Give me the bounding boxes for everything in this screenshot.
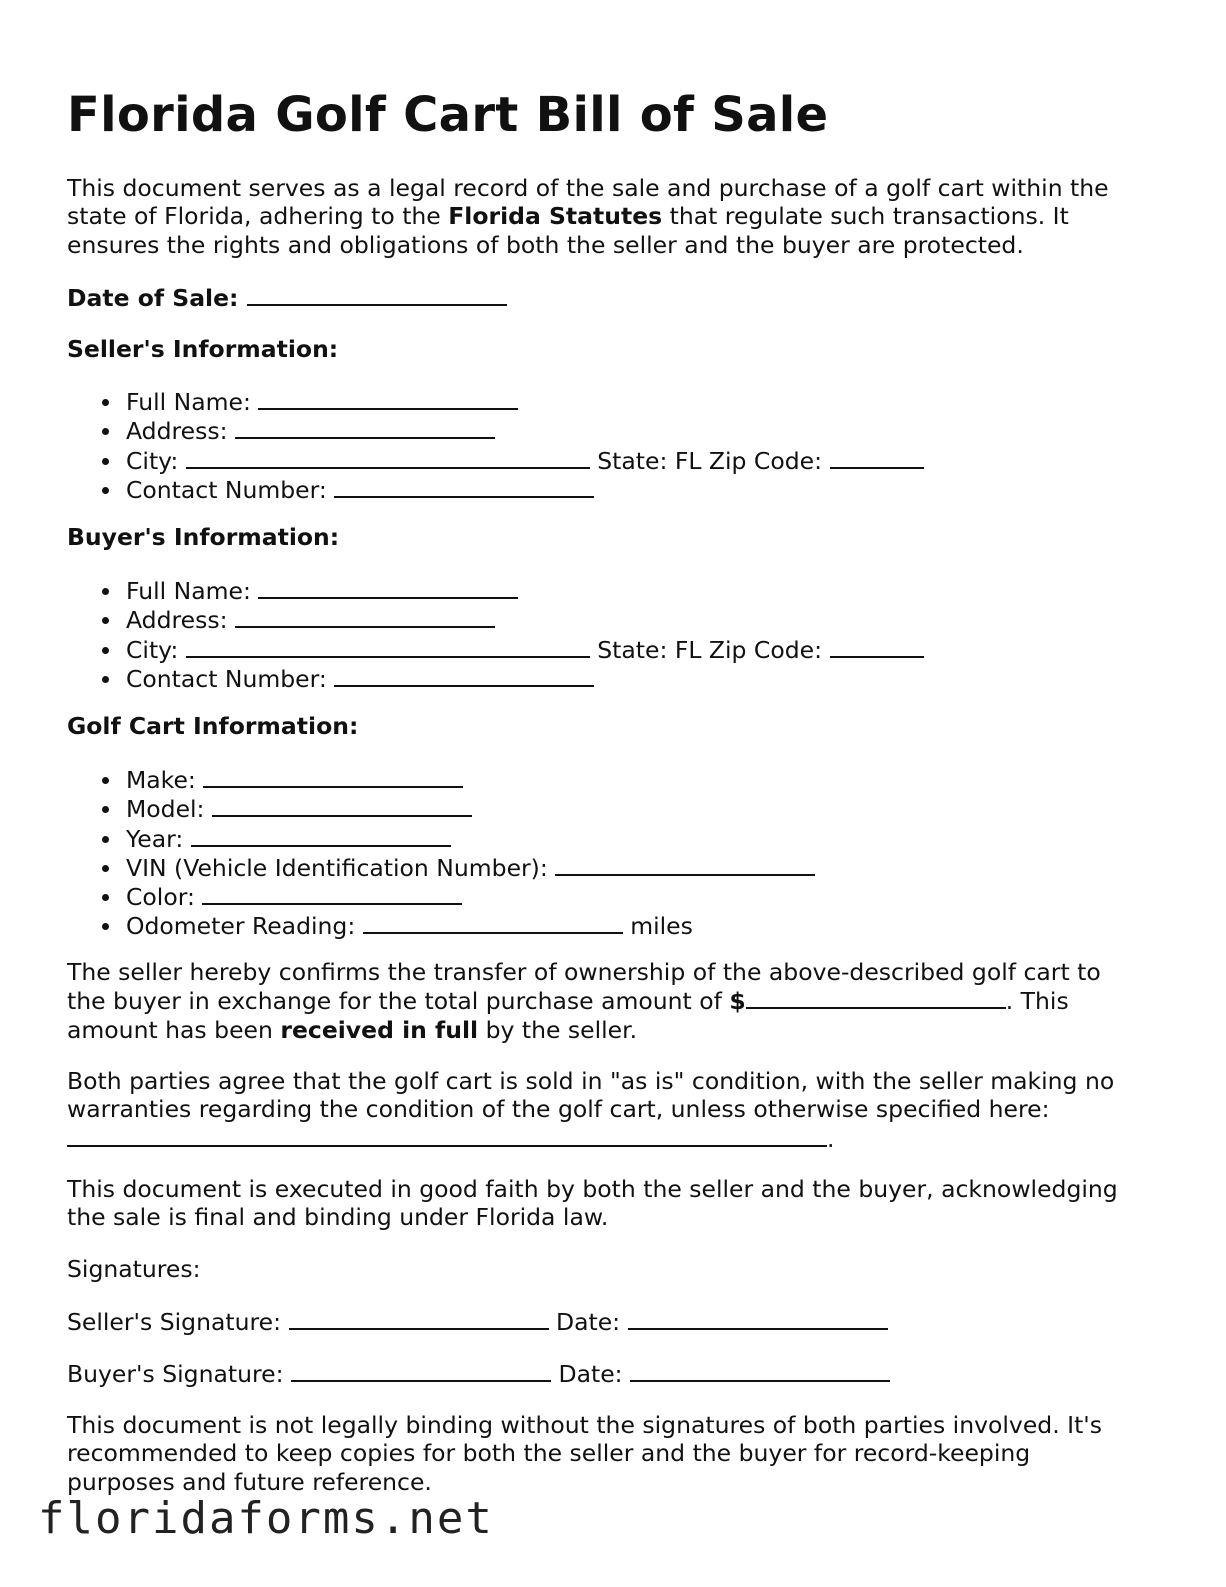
footer-watermark: floridaforms.net	[38, 1493, 494, 1544]
cart-miles-label: miles	[630, 912, 693, 941]
intro-text: state of Florida, adhering to the	[67, 202, 449, 231]
cart-vin-field[interactable]	[555, 853, 815, 876]
purchase-amount-field[interactable]	[746, 986, 1006, 1009]
buyer-city-field[interactable]	[186, 635, 590, 658]
good-faith-paragraph	[67, 1175, 1118, 1232]
dollar-sign: $	[729, 987, 746, 1016]
notice-line-1: This document is not legally binding without the signatures of both parties involved. It's	[67, 1411, 1102, 1439]
notice-paragraph	[67, 1411, 1102, 1496]
cart-model-field[interactable]	[212, 794, 472, 817]
seller-city-field[interactable]	[186, 446, 590, 469]
transfer-line-2	[67, 986, 1101, 1015]
buyer-state-zip-label: State: FL Zip Code:	[597, 635, 823, 664]
transfer-line-3	[67, 1016, 1101, 1044]
list-item	[67, 911, 815, 940]
good-faith-line-2: the sale is final and binding under Florida law.	[67, 1203, 609, 1232]
buyer-full-name-label: Full Name:	[126, 577, 251, 605]
cart-model-label: Model:	[126, 795, 205, 824]
seller-info-list	[67, 387, 924, 504]
cart-vin-label: VIN (Vehicle Identification Number):	[126, 853, 548, 882]
list-item	[67, 794, 815, 823]
list-item	[67, 387, 924, 416]
as-is-line-3	[67, 1124, 1114, 1153]
list-item	[67, 765, 815, 794]
signatures-label: Signatures:	[67, 1255, 201, 1283]
florida-statutes-bold: Florida Statutes	[448, 202, 663, 231]
buyer-full-name-field[interactable]	[258, 576, 518, 599]
cart-make-label: Make:	[126, 766, 196, 794]
seller-heading: Seller's Information:	[67, 335, 339, 363]
seller-address-label: Address:	[126, 417, 228, 446]
seller-full-name-field[interactable]	[258, 387, 518, 410]
buyer-signature-field[interactable]	[291, 1359, 551, 1382]
buyer-info-list	[67, 576, 924, 693]
buyer-city-label: City:	[126, 635, 179, 664]
list-item	[67, 475, 924, 504]
list-item	[67, 446, 924, 475]
cart-color-field[interactable]	[202, 882, 462, 905]
transfer-paragraph	[67, 958, 1101, 1044]
as-is-line-1: Both parties agree that the golf cart is sold in "as is" condition, with the seller making no	[67, 1067, 1115, 1095]
seller-address-field[interactable]	[235, 416, 495, 439]
seller-state-zip-label: State: FL Zip Code:	[597, 446, 823, 475]
date-of-sale-field[interactable]	[247, 283, 507, 306]
as-is-paragraph	[67, 1067, 1114, 1153]
good-faith-line-1: This document is executed in good faith by both the seller and the buyer, acknowledging	[67, 1175, 1118, 1203]
intro-line-2	[67, 202, 1109, 230]
notice-line-3: purposes and future reference.	[67, 1467, 432, 1496]
intro-line-3: ensures the rights and obligations of both the seller and the buyer are protected.	[67, 230, 1024, 259]
cart-odometer-field[interactable]	[363, 911, 623, 934]
list-item	[67, 664, 924, 693]
cart-year-label: Year:	[126, 824, 184, 853]
transfer-text-3: amount has been	[67, 1015, 281, 1044]
intro-text-2: that regulate such transactions. It	[662, 202, 1069, 231]
buyer-signature-row	[67, 1359, 890, 1388]
received-in-full-bold: received in full	[280, 1015, 479, 1044]
list-item	[67, 635, 924, 664]
warranty-exceptions-field[interactable]	[67, 1124, 827, 1147]
transfer-text: the buyer in exchange for the total purchase amount of	[67, 987, 730, 1016]
seller-date-field[interactable]	[628, 1307, 888, 1330]
cart-year-field[interactable]	[191, 824, 451, 847]
document-title: Florida Golf Cart Bill of Sale	[67, 87, 829, 143]
golf-cart-info-list	[67, 765, 815, 941]
seller-signature-label: Seller's Signature:	[67, 1308, 282, 1336]
transfer-text-4: by the seller.	[478, 1015, 638, 1044]
seller-city-label: City:	[126, 446, 179, 475]
intro-line-1: This document serves as a legal record of the sale and purchase of a golf cart within the	[67, 174, 1109, 202]
transfer-text-2: . This	[1005, 987, 1069, 1016]
notice-line-2: recommended to keep copies for both the seller and the buyer for record-keeping	[67, 1439, 1031, 1468]
seller-signature-row	[67, 1307, 888, 1336]
buyer-contact-field[interactable]	[334, 664, 594, 687]
buyer-address-label: Address:	[126, 606, 228, 635]
list-item	[67, 853, 815, 882]
list-item	[67, 416, 924, 445]
list-item	[67, 882, 815, 911]
seller-zip-field[interactable]	[830, 446, 924, 469]
list-item	[67, 605, 924, 634]
buyer-address-field[interactable]	[235, 605, 495, 628]
date-of-sale-label: Date of Sale:	[67, 284, 239, 312]
buyer-date-field[interactable]	[630, 1359, 890, 1382]
list-item	[67, 824, 815, 853]
cart-make-field[interactable]	[203, 765, 463, 788]
intro-paragraph	[67, 174, 1109, 259]
seller-full-name-label: Full Name:	[126, 388, 251, 416]
seller-signature-field[interactable]	[289, 1307, 549, 1330]
buyer-signature-label: Buyer's Signature:	[67, 1360, 284, 1388]
as-is-line-2: warranties regarding the condition of the golf cart, unless otherwise specified here:	[67, 1095, 1050, 1124]
cart-odometer-label: Odometer Reading:	[126, 912, 356, 941]
buyer-date-label: Date:	[558, 1360, 623, 1388]
golf-cart-heading: Golf Cart Information:	[67, 712, 359, 740]
as-is-period: .	[827, 1124, 835, 1153]
list-item	[67, 576, 924, 605]
cart-color-label: Color:	[126, 883, 195, 912]
seller-date-label: Date:	[555, 1308, 621, 1336]
buyer-zip-field[interactable]	[830, 635, 924, 658]
date-of-sale-row	[67, 283, 507, 312]
buyer-contact-label: Contact Number:	[126, 664, 327, 693]
seller-contact-field[interactable]	[334, 475, 594, 498]
transfer-line-1: The seller hereby confirms the transfer of ownership of the above-described golf cart to	[67, 958, 1101, 986]
seller-contact-label: Contact Number:	[126, 475, 327, 504]
buyer-heading: Buyer's Information:	[67, 523, 340, 551]
